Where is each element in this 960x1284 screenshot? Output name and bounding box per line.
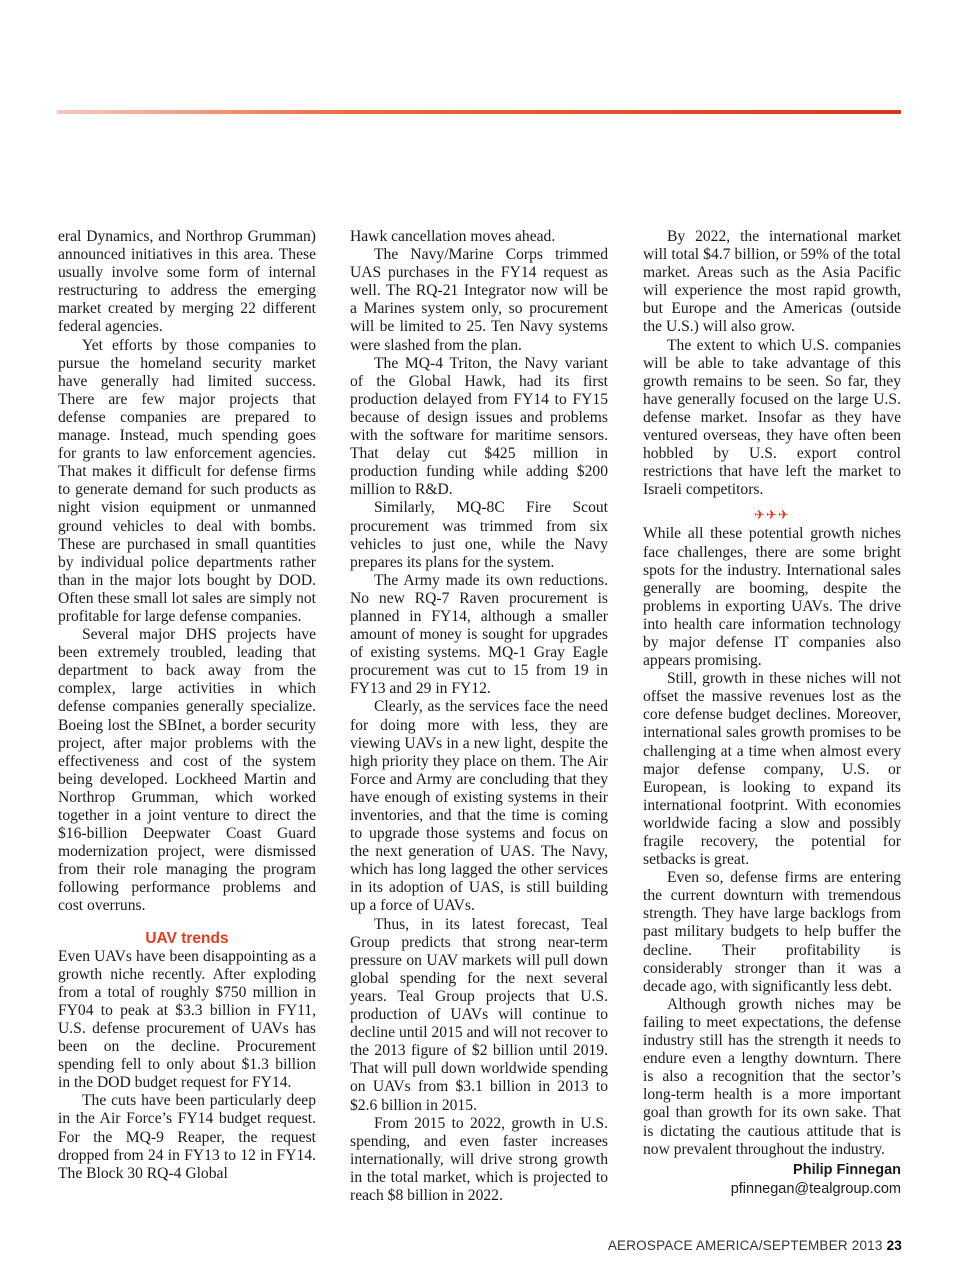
paragraph: The Army made its own reductions. No new RQ-7 Raven procurement is planned in FY14, although a smaller amount of money is sought for upgrades of existing systems. MQ-1 Gray Eagle procurement was cut to 15 from 19 in FY13 and 29 in FY12. <box>350 571 608 698</box>
paragraph: Even so, defense firms are entering the current downturn with tremendous strength. They have large backlogs from past military budgets to help buffer the decline. Their profitability is considerably stronger than it was a decade ago, with significantly less debt. <box>643 869 901 995</box>
paragraph: Clearly, as the services face the need for doing more with less, they are viewing UAVs in a new light, despite the high priority they place on them. The Air Force and Army are concluding that they have enough of existing systems in their inventories, and that the time is coming to upgrade those systems and focus on the next generation of UAS. The Navy, which has long lagged the other services in its adoption of UAS, is still building up a force of UAVs. <box>350 698 608 915</box>
paragraph: Similarly, MQ-8C Fire Scout procurement was trimmed from six vehicles to just one, while the Navy prepares its plans for the system. <box>350 499 608 571</box>
article-column-3 <box>643 228 901 1199</box>
paragraph: Although growth niches may be failing to meet expectations, the defense industry still has the strength it needs to endure even a lengthy downturn. There is also a recognition that the sector’s long-term health is a more important goal than growth for its own sake. That is dictating the cautious attitude that is now prevalent throughout the industry. <box>643 995 901 1158</box>
top-accent-rule <box>57 110 901 114</box>
author-name: Philip Finnegan <box>793 1161 901 1178</box>
paragraph: By 2022, the international market will total $4.7 billion, or 59% of the total market. Areas such as the Asia Pacific will experience the most rapid growth, but Europe and the Americas (outside the U.S.) will also grow. <box>643 228 901 336</box>
paragraph: Thus, in its latest forecast, Teal Group predicts that strong near-term pressure on UAV markets will pull down global spending for the next several years. Teal Group projects that U.S. production of UAVs will continue to decline until 2015 and will not recover to the 2013 figure of $2 billion until 2019. That will pull down worldwide spending on UAVs from $3.1 billion in 2013 to $2.6 billion in 2015. <box>350 915 608 1114</box>
article-column-2 <box>350 228 608 1205</box>
section-heading: UAV trends <box>145 929 229 947</box>
paragraph: The Navy/Marine Corps trimmed UAS purchases in the FY14 request as well. The RQ-21 Integrator now will be a Marines system only, so procurement will be limited to 25. Ten Navy systems were slashed from the plan. <box>350 246 608 354</box>
paragraph: Yet efforts by those companies to pursue the homeland security market have generally had limited success. There are few major projects that defense companies are prepared to manage. Instead, much spending goes for grants to law enforcement agencies. That makes it difficult for defense firms to generate demand for such products as night vision equipment or unmanned ground vehicles to deal with bombs. These are purchased in small quantities by individual police departments rather than in the major lots bought by DOD. Often these small lot sales are simply not profitable for large defense companies. <box>58 336 316 625</box>
article-column-1 <box>58 228 316 1183</box>
paragraph: The cuts have been particularly deep in the Air Force’s FY14 budget request. For the MQ-9 Reaper, the request dropped from 24 in FY13 to 12 in FY14. The Block 30 RQ-4 Global <box>58 1092 316 1182</box>
paragraph: Still, growth in these niches will not offset the massive revenues lost as the core defense budget declines. Moreover, international sales growth promises to be challenging at a time when almost every major defense company, U.S. or European, is looking to expand its international footprint. With economies worldwide facing a slow and possibly fragile recovery, the potential for setbacks is great. <box>643 670 901 869</box>
publication-name: AEROSPACE AMERICA/SEPTEMBER 2013 <box>607 1238 883 1253</box>
paragraph: The MQ-4 Triton, the Navy variant of the Global Hawk, had its first production delayed from FY14 to FY15 because of design issues and problems with the software for maritime sensors. That delay cut $425 million in production funding while adding $200 million to R&D. <box>350 354 608 499</box>
paragraph: Even UAVs have been disappointing as a growth niche recently. After exploding from a total of roughly $750 million in FY04 to peak at $3.3 billion in FY11, U.S. defense procurement of UAVs has been on the decline. Procurement spending fell to only about $1.3 billion in the DOD budget request for FY14. <box>58 947 316 1092</box>
paragraph: Hawk cancellation moves ahead. <box>350 228 556 245</box>
page-footer <box>608 1238 902 1253</box>
paragraph: eral Dynamics, and Northrop Grumman) announced initiatives in this area. These usually involve some form of internal restructuring to address the emerging market created by merging 22 different federal agencies. <box>58 228 316 336</box>
paragraph: The extent to which U.S. companies will be able to take advantage of this growth remains to be seen. So far, they have generally focused on the large U.S. defense market. Insofar as they have ventured overseas, they have often been hobbled by U.S. export control restrictions that have left the market to Israeli competitors. <box>643 336 901 499</box>
airplane-separator-icon: ✈✈✈ <box>754 508 790 524</box>
paragraph: From 2015 to 2022, growth in U.S. spending, and even faster increases internationally, will drive strong growth in the total market, which is projected to reach $8 billion in 2022. <box>350 1114 608 1204</box>
author-email: pfinnegan@tealgroup.com <box>730 1180 901 1197</box>
paragraph: While all these potential growth niches face challenges, there are some bright spots for the industry. International sales generally are booming, despite the problems in exporting UAVs. The drive into health care information technology by major defense IT companies also appears promising. <box>643 525 901 670</box>
paragraph: Several major DHS projects have been extremely troubled, leading that department to back away from the complex, large activities in which defense companies generally specialize. Boeing lost the SBInet, a border security project, after major problems with the effectiveness and cost of the system being developed. Lockheed Martin and Northrop Grumman, which worked together in a joint venture to direct the $16-billion Deepwater Coast Guard modernization project, were dismissed from their role managing the program following performance problems and cost overruns. <box>58 626 316 915</box>
page-number: 23 <box>886 1238 902 1253</box>
